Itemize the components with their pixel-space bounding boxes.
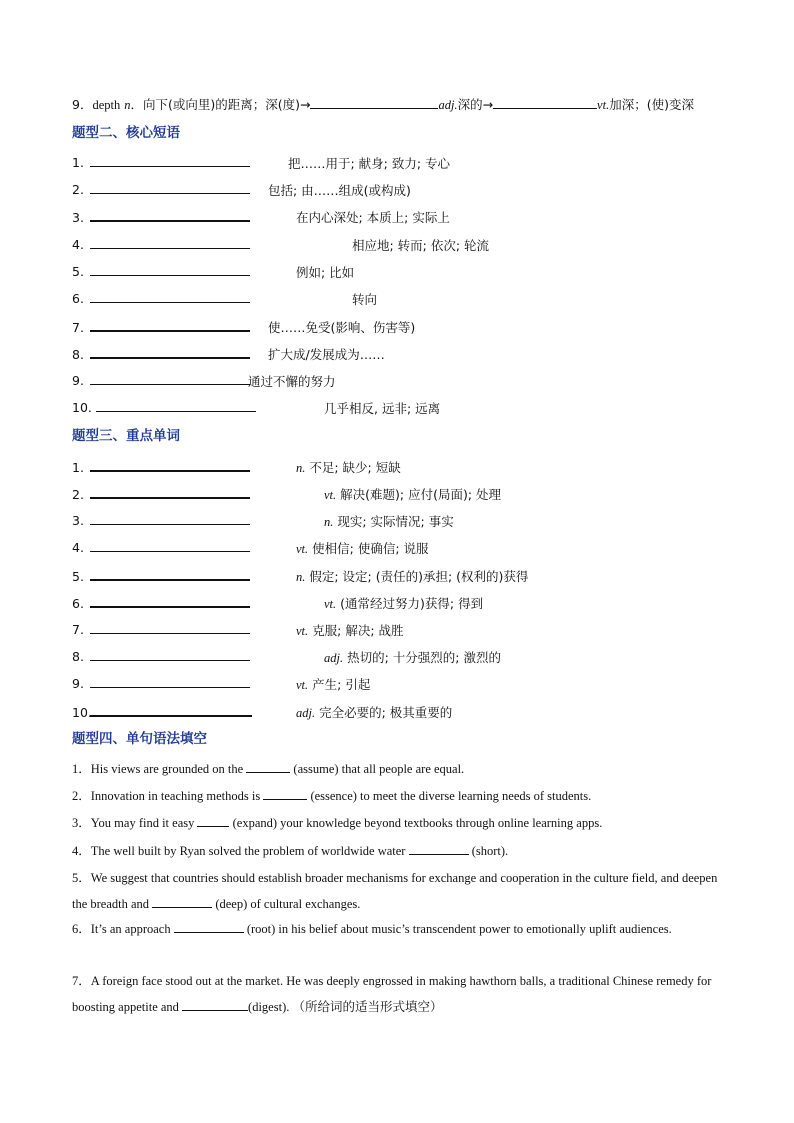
answer-blank[interactable] xyxy=(90,648,250,661)
word-meaning: vt. 使相信; 使确信; 说服 xyxy=(296,541,429,556)
word-item: 6. xyxy=(72,594,250,612)
adj-label: adj. xyxy=(438,98,458,112)
word-meaning: vt. 产生; 引起 xyxy=(296,677,371,692)
phrase-item: 9. xyxy=(72,372,250,389)
answer-blank[interactable] xyxy=(174,920,244,933)
grammar-sentence: 2．Innovation in teaching methods is (essence) to meet the diverse learning needs of students. xyxy=(72,789,592,803)
word-meaning: n. 现实; 实际情况; 事实 xyxy=(324,514,454,529)
word-item: 10. xyxy=(72,703,252,721)
instruction-note: （所给词的适当形式填空） xyxy=(292,1000,443,1014)
word-meaning: n. 不足; 缺少; 短缺 xyxy=(296,460,401,475)
answer-blank[interactable] xyxy=(310,96,438,109)
answer-blank[interactable] xyxy=(90,181,250,194)
word-item: 5. xyxy=(72,567,250,585)
phrase-item: 5. xyxy=(72,263,250,280)
answer-blank[interactable] xyxy=(90,345,250,359)
phrase-item: 8. xyxy=(72,345,250,363)
phrase-item: 1. xyxy=(72,154,250,171)
phrase-meaning: 使……免受(影响、伤害等) xyxy=(268,320,416,335)
part-of-speech: n xyxy=(124,98,131,112)
grammar-sentence: 1．His views are grounded on the (assume) that all people are equal. xyxy=(72,762,465,776)
phrase-item: 3. xyxy=(72,208,250,226)
word-meaning: vt. 克服; 解决; 战胜 xyxy=(296,623,404,638)
answer-blank[interactable] xyxy=(90,539,250,552)
phrase-meaning: 转向 xyxy=(352,292,378,307)
section-heading-grammar: 题型四、单句语法填空 xyxy=(72,731,207,747)
vt-label: vt. xyxy=(597,98,610,112)
answer-blank[interactable] xyxy=(90,236,250,249)
section-heading-phrases: 题型二、核心短语 xyxy=(72,125,180,141)
grammar-sentence: 3．You may find it easy (expand) your knowledge beyond textbooks through online learning apps. xyxy=(72,816,603,830)
item-number: 9． xyxy=(72,97,93,112)
phrase-item: 4. xyxy=(72,236,250,253)
answer-blank[interactable] xyxy=(90,372,250,385)
word-meaning: adj. 完全必要的; 极其重要的 xyxy=(296,705,453,720)
word-meaning: vt. (通常经过努力)获得; 得到 xyxy=(324,596,484,611)
answer-blank[interactable] xyxy=(90,675,250,688)
answer-blank[interactable] xyxy=(152,895,212,908)
phrase-meaning: 几乎相反, 远非; 远离 xyxy=(324,401,441,416)
vt-definition: 加深；(使)变深 xyxy=(609,97,694,112)
phrase-item: 7. xyxy=(72,318,250,336)
phrase-meaning: 在内心深处; 本质上; 实际上 xyxy=(296,210,450,225)
section-heading-words: 题型三、重点单词 xyxy=(72,428,180,444)
definition: ．向下(或向里)的距离；深(度)→ xyxy=(130,97,311,112)
grammar-sentence: 7．A foreign face stood out at the market. He was deeply engrossed in making hawthorn balls, a traditional Chinese remedy for boosting appetite and (digest). （所给词的适当形式填空） xyxy=(72,974,712,1014)
word-item: 8. xyxy=(72,648,250,665)
answer-blank[interactable] xyxy=(90,290,250,303)
word-item: 2. xyxy=(72,485,250,503)
phrase-meaning: 通过不懈的努力 xyxy=(248,374,336,389)
answer-blank[interactable] xyxy=(90,154,250,167)
vocab-item-9 xyxy=(72,96,694,113)
answer-blank[interactable] xyxy=(90,318,250,332)
phrase-meaning: 包括; 由……组成(或构成) xyxy=(268,183,411,198)
word-item: 3. xyxy=(72,512,250,529)
phrase-item: 2. xyxy=(72,181,250,198)
answer-blank[interactable] xyxy=(493,96,597,109)
phrase-meaning: 把……用于; 献身; 致力; 专心 xyxy=(288,156,451,171)
grammar-sentence: 6．It’s an approach (root) in his belief about music’s transcendent power to emotionally uplift audiences. xyxy=(72,922,672,936)
answer-blank[interactable] xyxy=(96,399,256,412)
grammar-sentence: 4．The well built by Ryan solved the problem of worldwide water (short). xyxy=(72,844,509,858)
answer-blank[interactable] xyxy=(90,512,250,525)
answer-blank[interactable] xyxy=(246,760,290,773)
answer-blank[interactable] xyxy=(263,787,307,800)
word-item: 9. xyxy=(72,675,250,692)
answer-blank[interactable] xyxy=(90,208,250,222)
answer-blank[interactable] xyxy=(90,703,252,717)
answer-blank[interactable] xyxy=(90,485,250,499)
phrase-meaning: 相应地; 转而; 依次; 轮流 xyxy=(352,238,490,253)
answer-blank[interactable] xyxy=(90,621,250,634)
word-meaning: n. 假定; 设定; (责任的)承担; (权利的)获得 xyxy=(296,569,529,584)
phrase-meaning: 扩大成/发展成为…… xyxy=(268,347,385,362)
word-meaning: adj. 热切的; 十分强烈的; 激烈的 xyxy=(324,650,501,665)
answer-blank[interactable] xyxy=(90,594,250,608)
adj-definition: 深的→ xyxy=(457,97,494,112)
word-item: 7. xyxy=(72,621,250,638)
word-meaning: vt. 解决(难题); 应付(局面); 处理 xyxy=(324,487,502,502)
word-item: 4. xyxy=(72,539,250,556)
phrase-item: 6. xyxy=(72,290,250,307)
answer-blank[interactable] xyxy=(90,567,250,581)
answer-blank[interactable] xyxy=(90,458,250,472)
phrase-meaning: 例如; 比如 xyxy=(296,265,355,280)
answer-blank[interactable] xyxy=(409,842,469,855)
headword: depth xyxy=(92,98,121,112)
phrase-item: 10. xyxy=(72,399,256,416)
answer-blank[interactable] xyxy=(197,814,229,827)
grammar-sentence: 5．We suggest that countries should establish broader mechanisms for exchange and cooperation in the culture field, and deepen the breadth and (deep) of cultural exchanges. xyxy=(72,871,718,911)
answer-blank[interactable] xyxy=(182,998,248,1011)
answer-blank[interactable] xyxy=(90,263,250,276)
word-item: 1. xyxy=(72,458,250,476)
